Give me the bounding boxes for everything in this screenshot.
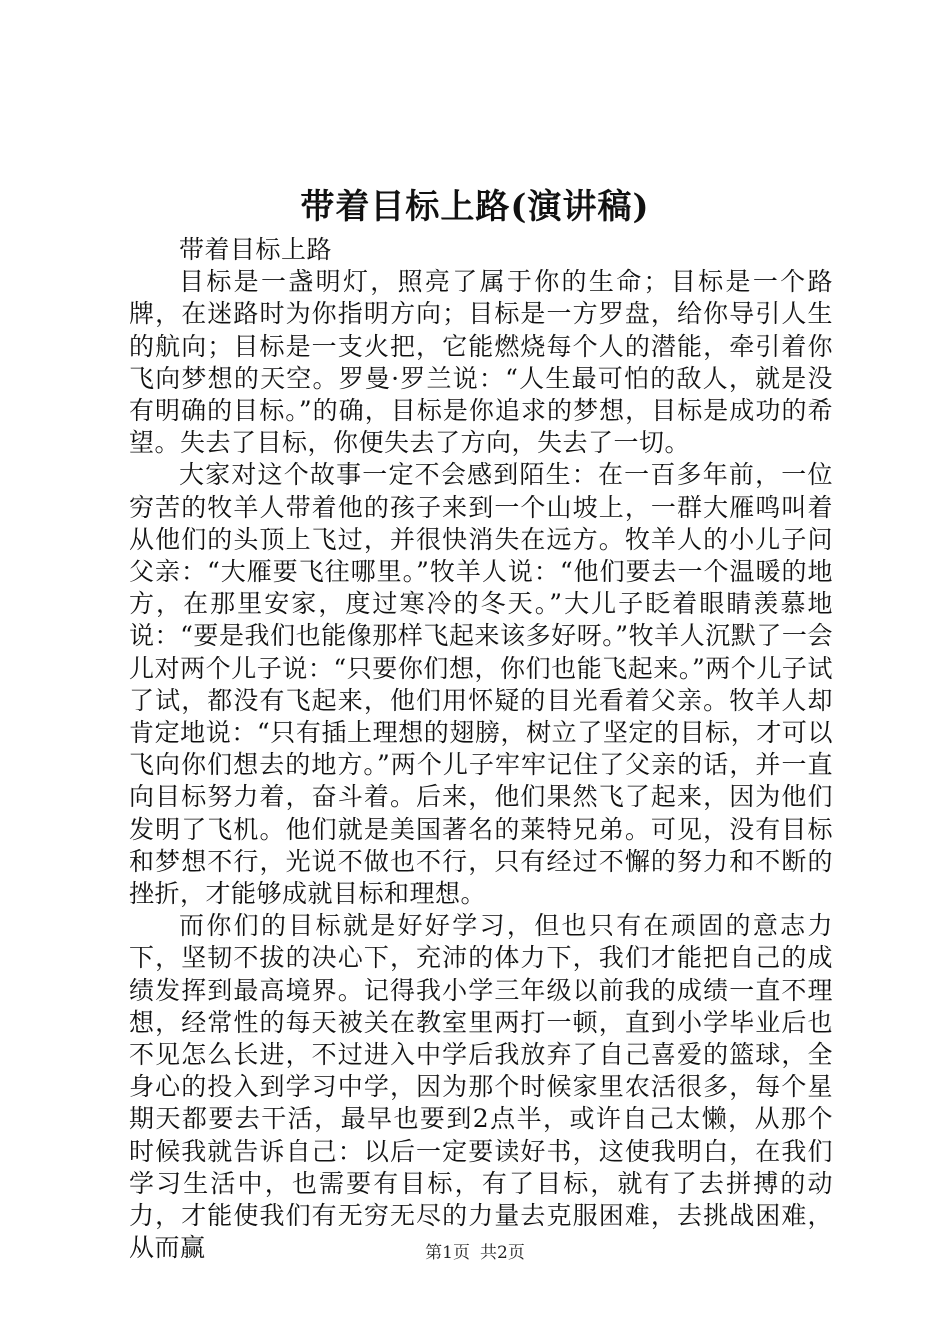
page-number: 第1页 bbox=[425, 1243, 470, 1263]
document-body bbox=[129, 234, 833, 1265]
paragraph: 目标是一盏明灯，照亮了属于你的生命；目标是一个路牌，在迷路时为你指明方向；目标是一方罗盘，给你导引人生的航向；目标是一支火把，它能燃烧每个人的潜能，牵引着你飞向梦想的天空。罗曼·罗兰说：“人生最可怕的敌人，就是没有明确的目标。”的确，目标是你追求的梦想，目标是成功的希望。失去了目标，你便失去了方向，失去了一切。 bbox=[129, 267, 833, 458]
document-subtitle: 带着目标上路 bbox=[179, 235, 333, 264]
paragraph: 大家对这个故事一定不会感到陌生：在一百多年前，一位穷苦的牧羊人带着他的孩子来到一个山坡上，一群大雁鸣叫着从他们的头顶上飞过，并很快消失在远方。牧羊人的小儿子问父亲：“大雁要飞往哪里。”牧羊人说：“他们要去一个温暖的地方，在那里安家，度过寒冷的冬天。”大儿子眨着眼睛羡慕地说：“要是我们也能像那样飞起来该多好呀。”牧羊人沉默了一会儿对两个儿子说：“只要你们想，你们也能飞起来。”两个儿子试了试，都没有飞起来，他们用怀疑的目光看着父亲。牧羊人却肯定地说：“只有插上理想的翅膀，树立了坚定的目标，才可以飞向你们想去的地方。”两个儿子牢牢记住了父亲的话，并一直向目标努力着，奋斗着。后来，他们果然飞了起来，因为他们发明了飞机。他们就是美国著名的莱特兄弟。可见，没有目标和梦想不行，光说不做也不行，只有经过不懈的努力和不断的挫折，才能够成就目标和理想。 bbox=[129, 460, 833, 909]
paragraph: 而你们的目标就是好好学习，但也只有在顽固的意志力下，坚韧不拔的决心下，充沛的体力下，我们才能把自己的成绩发挥到最高境界。记得我小学三年级以前我的成绩一直不理想，经常性的每天被关在教室里两打一顿，直到小学毕业后也不见怎么长进，不过进入中学后我放弃了自己喜爱的篮球，全身心的投入到学习中学，因为那个时候家里农活很多，每个星期天都要去干活，最早也要到2点半，或许自己太懒，从那个时候我就告诉自己：以后一定要读好书，这使我明白，在我们学习生活中，也需要有目标，有了目标，就有了去拼搏的动力，才能使我们有无穷无尽的力量去克服困难，去挑战困难，从而赢 bbox=[129, 911, 833, 1263]
page-total: 共2页 bbox=[480, 1243, 525, 1263]
document-title: 带着目标上路(演讲稿) bbox=[300, 187, 650, 227]
page-footer bbox=[0, 1241, 950, 1265]
